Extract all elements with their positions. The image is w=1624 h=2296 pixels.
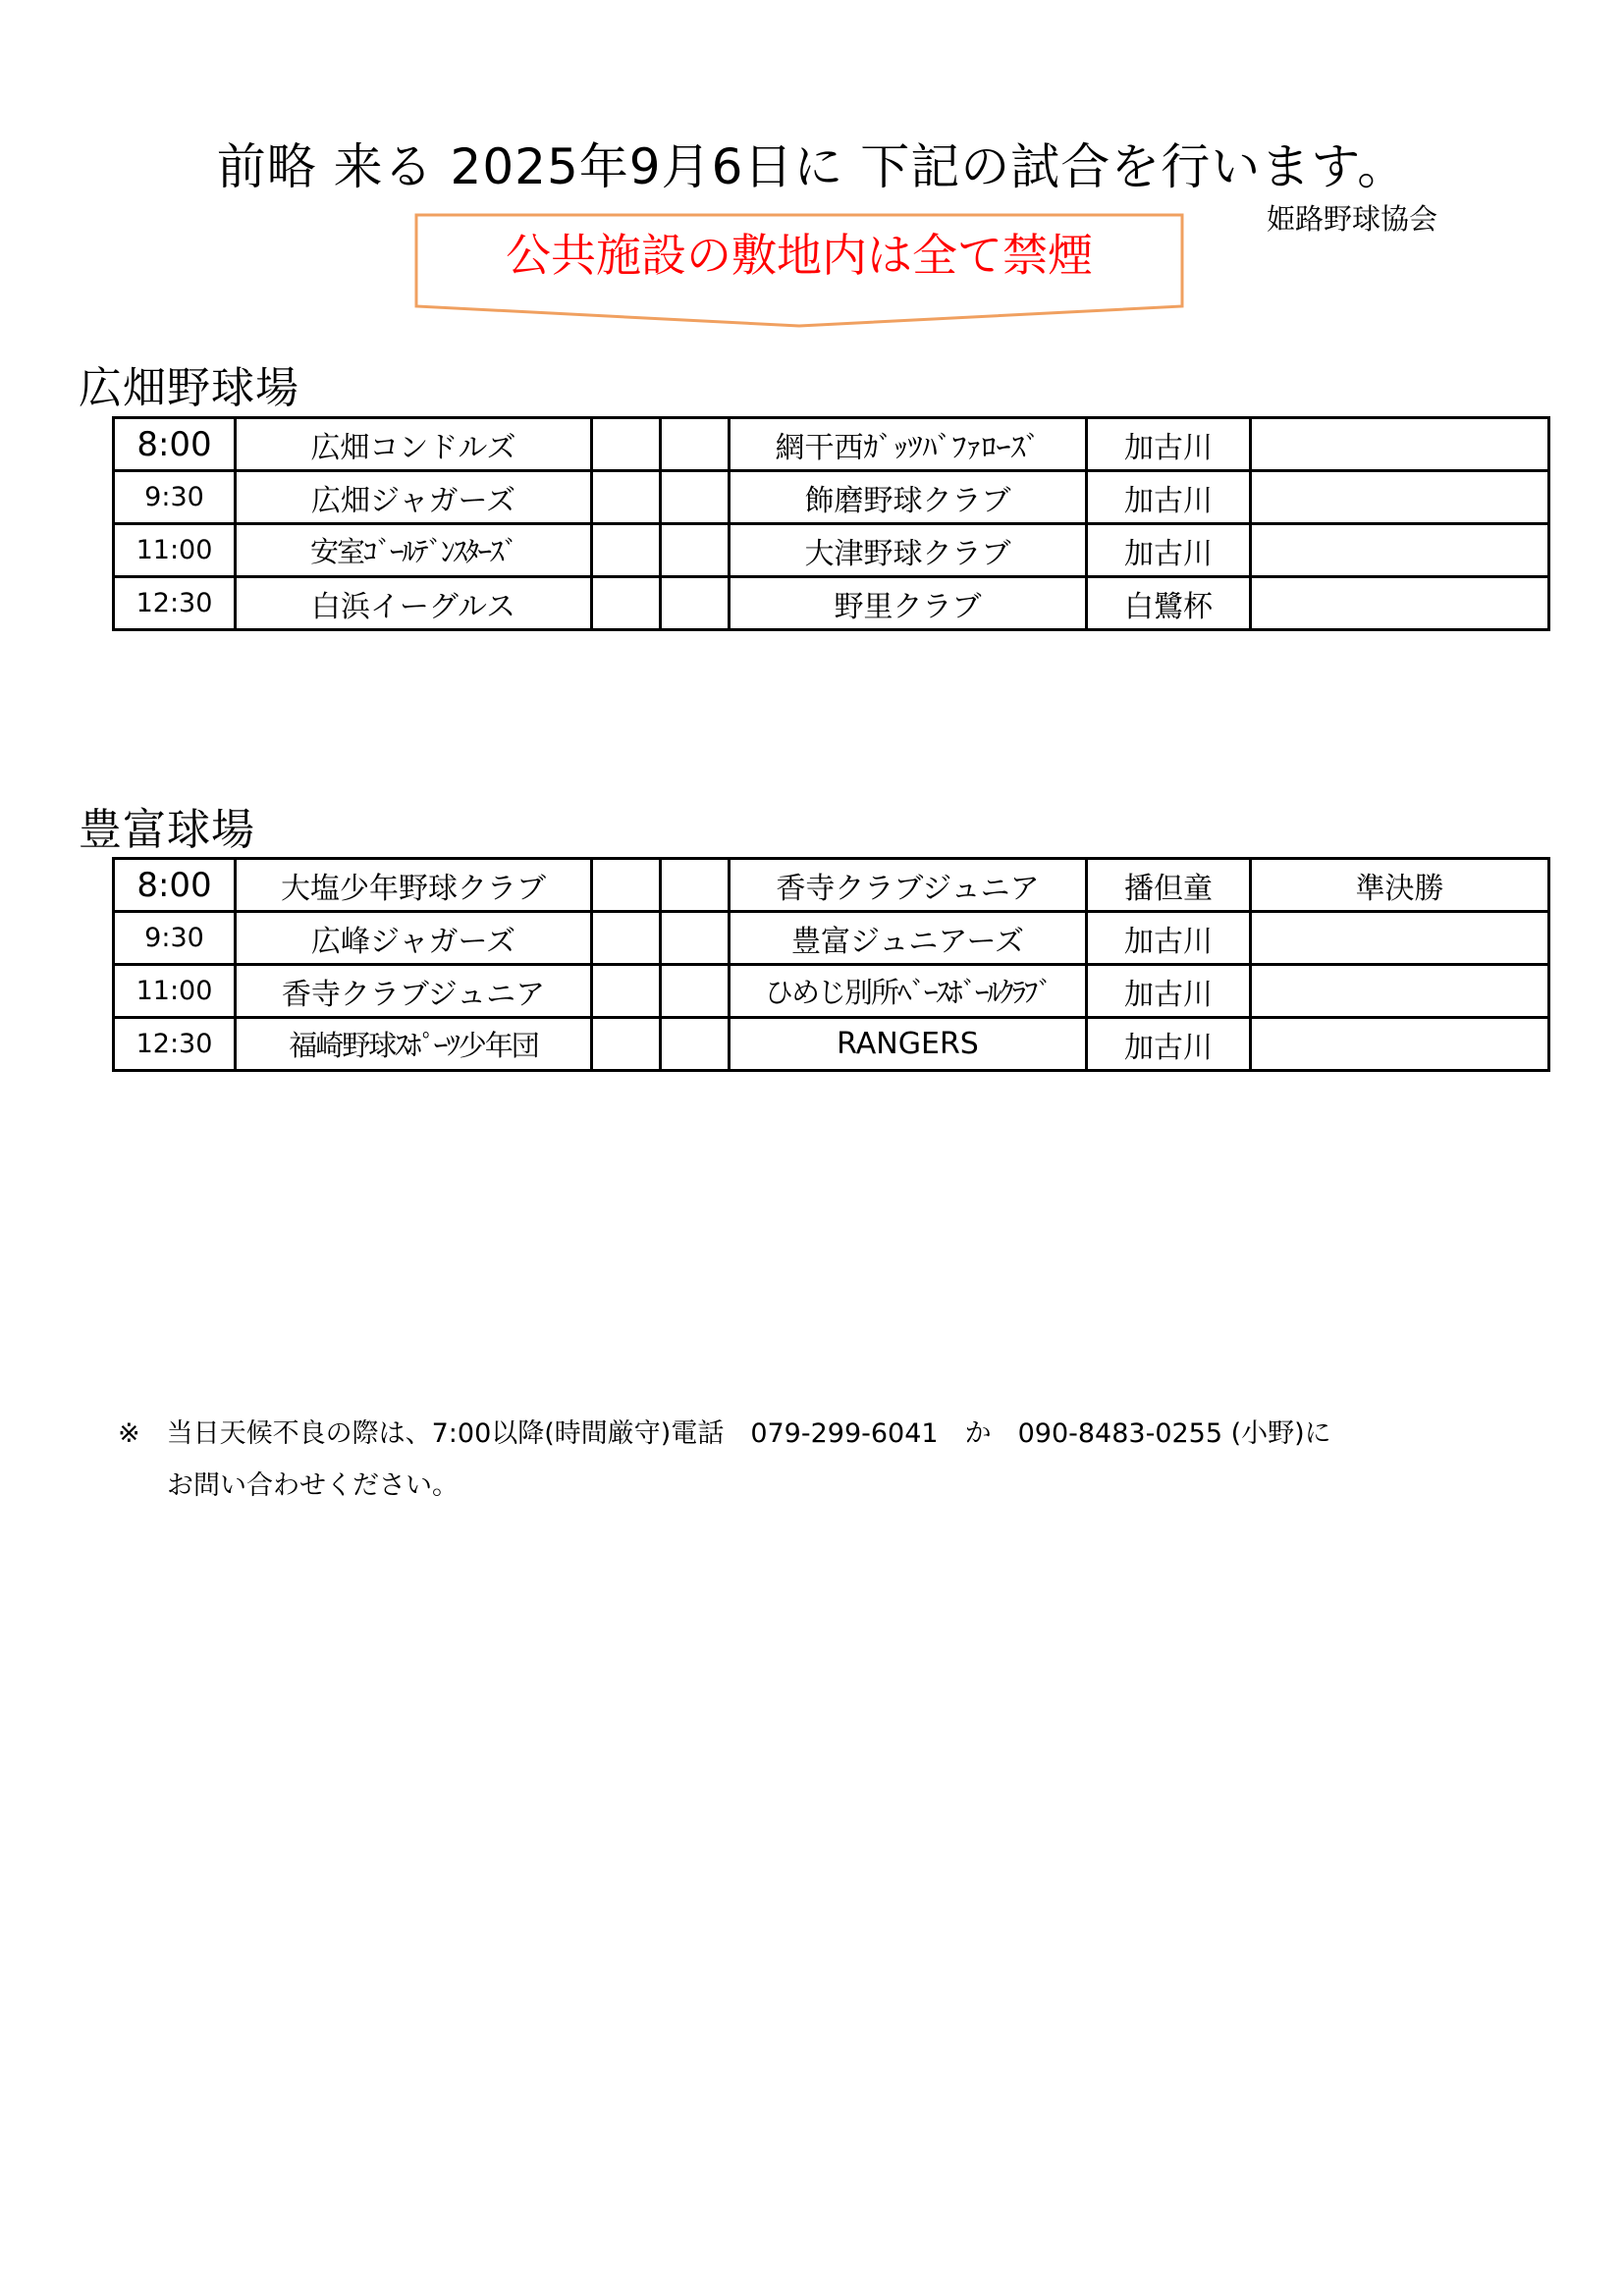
away-score [661, 1018, 730, 1071]
away-team: 豊富ジュニアーズ [730, 912, 1087, 965]
away-score [661, 859, 730, 912]
home-score [592, 912, 661, 965]
away-score [661, 471, 730, 524]
away-team: 野里クラブ [730, 577, 1087, 630]
away-score [661, 965, 730, 1018]
home-team: 白浜イーグルス [236, 577, 592, 630]
home-team: 広畑ジャガーズ [236, 471, 592, 524]
table-row [114, 418, 1549, 471]
match-note [1251, 912, 1549, 965]
away-team: 網干西ｶﾞｯﾂﾊﾞﾌｧﾛｰｽﾞ [730, 418, 1087, 471]
match-time: 12:30 [114, 577, 236, 630]
table-row [114, 577, 1549, 630]
table-row [114, 524, 1549, 577]
match-time: 8:00 [114, 859, 236, 912]
umpire-team: 加古川 [1087, 524, 1251, 577]
organization-name: 姫路野球協会 [1267, 202, 1438, 236]
home-score [592, 471, 661, 524]
home-score [592, 577, 661, 630]
umpire-team: 白鷺杯 [1087, 577, 1251, 630]
schedule-table-toyotomi [112, 857, 1550, 1072]
table-row [114, 912, 1549, 965]
umpire-team: 加古川 [1087, 1018, 1251, 1071]
away-team: 香寺クラブジュニア [730, 859, 1087, 912]
away-score [661, 577, 730, 630]
away-score [661, 418, 730, 471]
home-score [592, 965, 661, 1018]
weather-notice-line1: ※ 当日天候不良の際は、7:00以降(時間厳守)電話 079-299-6041 か 090-8483-0255 (小野)に [118, 1418, 1331, 1449]
match-time: 12:30 [114, 1018, 236, 1071]
home-team: 大塩少年野球クラブ [236, 859, 592, 912]
match-note [1251, 1018, 1549, 1071]
table-row [114, 859, 1549, 912]
match-note [1251, 524, 1549, 577]
match-time: 11:00 [114, 524, 236, 577]
match-note [1251, 577, 1549, 630]
match-note [1251, 418, 1549, 471]
match-note [1251, 471, 1549, 524]
umpire-team: 加古川 [1087, 912, 1251, 965]
schedule-table-hirohata [112, 416, 1550, 631]
umpire-team: 加古川 [1087, 965, 1251, 1018]
home-team: 広峰ジャガーズ [236, 912, 592, 965]
page-headline: 前略 来る 2025年9月6日に 下記の試合を行います。 [216, 138, 1408, 195]
match-note: 準決勝 [1251, 859, 1549, 912]
home-score [592, 1018, 661, 1071]
away-team: 大津野球クラブ [730, 524, 1087, 577]
table-row [114, 1018, 1549, 1071]
match-time: 11:00 [114, 965, 236, 1018]
weather-notice-line2: お問い合わせください。 [167, 1470, 459, 1501]
table-row [114, 965, 1549, 1018]
home-team: 安室ｺﾞｰﾙﾃﾞﾝｽﾀｰｽﾞ [236, 524, 592, 577]
umpire-team: 播但童 [1087, 859, 1251, 912]
venue-title-hirohata: 広畑野球場 [79, 363, 299, 413]
away-team: RANGERS [730, 1018, 1087, 1071]
match-time: 9:30 [114, 912, 236, 965]
away-score [661, 912, 730, 965]
match-time: 8:00 [114, 418, 236, 471]
no-smoking-banner [412, 212, 1186, 330]
match-time: 9:30 [114, 471, 236, 524]
away-team: ひめじ別所ﾍﾞｰｽﾎﾞｰﾙｸﾗﾌﾞ [730, 965, 1087, 1018]
umpire-team: 加古川 [1087, 471, 1251, 524]
banner-text: 公共施設の敷地内は全て禁煙 [506, 229, 1093, 282]
home-team: 広畑コンドルズ [236, 418, 592, 471]
home-score [592, 859, 661, 912]
home-team: 香寺クラブジュニア [236, 965, 592, 1018]
umpire-team: 加古川 [1087, 418, 1251, 471]
home-team: 福崎野球ｽﾎﾟｰﾂ少年団 [236, 1018, 592, 1071]
venue-title-toyotomi: 豊富球場 [79, 805, 255, 855]
away-team: 飾磨野球クラブ [730, 471, 1087, 524]
away-score [661, 524, 730, 577]
home-score [592, 418, 661, 471]
table-row [114, 471, 1549, 524]
match-note [1251, 965, 1549, 1018]
home-score [592, 524, 661, 577]
